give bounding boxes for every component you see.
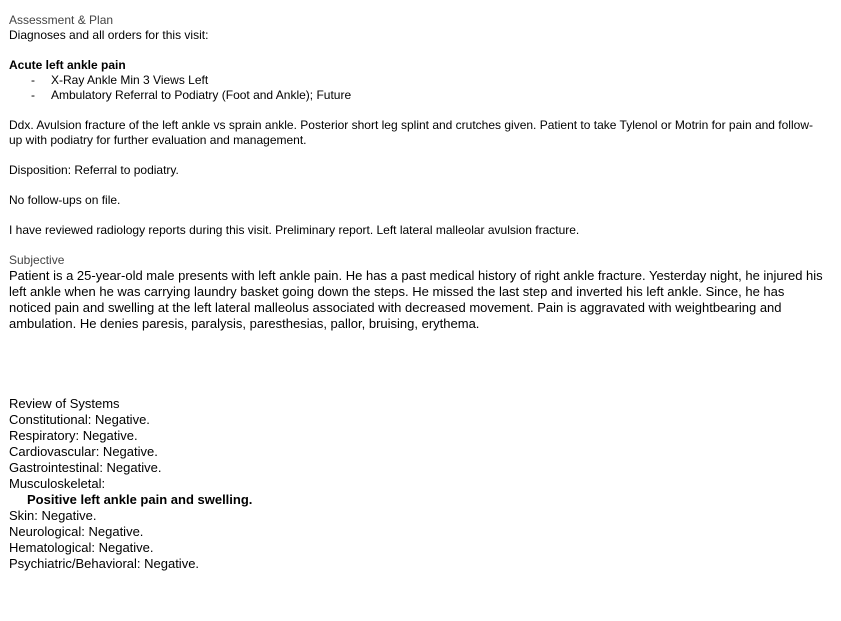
subjective-heading: Subjective [9, 253, 65, 267]
assessment-plan-heading: Assessment & Plan [9, 13, 114, 27]
spacer [9, 103, 829, 118]
ros-hematological: Hematological: Negative. [9, 540, 154, 555]
spacer [9, 332, 829, 396]
ros-heading: Review of Systems [9, 396, 120, 411]
ros-musculoskeletal-detail: Positive left ankle pain and swelling. [27, 492, 253, 507]
order-label: Ambulatory Referral to Podiatry (Foot and Ankle); Future [51, 88, 352, 102]
subjective-text: Patient is a 25-year-old male presents with left ankle pain. He has a past medical history of right ankle fracture. Yesterday night, he injured his left ankle when he was carrying laundry basket going down the steps. He missed the last step and inverted his left ankle. Since, he has noticed pain and swelling at the left lateral malleolus associated with decreased movement. Pain is aggravated with weightbearing and ambulation. He denies paresis, paralysis, paresthesias, pallor, bruising, erythema. [9, 268, 823, 331]
ddx-paragraph: Ddx. Avulsion fracture of the left ankle vs sprain ankle. Posterior short leg splint and crutches given. Patient to take Tylenol or Motrin for pain and follow-up with podiatry for further evaluation and management. [9, 118, 813, 147]
radiology-text: I have reviewed radiology reports during this visit. Preliminary report. Left lateral malleolar avulsion fracture. [9, 223, 580, 237]
ros-psychiatric: Psychiatric/Behavioral: Negative. [9, 556, 200, 571]
ros-constitutional: Constitutional: Negative. [9, 412, 150, 427]
order-item [9, 88, 829, 103]
order-dash: - [31, 73, 35, 87]
order-list [9, 73, 829, 103]
disposition-text: Disposition: Referral to podiatry. [9, 163, 179, 177]
ros-cardiovascular: Cardiovascular: Negative. [9, 444, 158, 459]
ros-respiratory: Respiratory: Negative. [9, 428, 138, 443]
spacer [9, 208, 829, 223]
followups-text: No follow-ups on file. [9, 193, 121, 207]
order-item [9, 73, 829, 88]
spacer [9, 178, 829, 193]
ros-neurological: Neurological: Negative. [9, 524, 144, 539]
spacer [9, 238, 829, 253]
diagnosis-title: Acute left ankle pain [9, 58, 126, 72]
clinical-note [9, 13, 829, 572]
order-dash: - [31, 88, 35, 102]
order-label: X-Ray Ankle Min 3 Views Left [51, 73, 209, 87]
diagnoses-subheading: Diagnoses and all orders for this visit: [9, 28, 209, 42]
ros-gastrointestinal: Gastrointestinal: Negative. [9, 460, 162, 475]
ros-skin: Skin: Negative. [9, 508, 97, 523]
spacer [9, 148, 829, 163]
ros-musculoskeletal: Musculoskeletal: [9, 476, 106, 491]
spacer [9, 43, 829, 58]
